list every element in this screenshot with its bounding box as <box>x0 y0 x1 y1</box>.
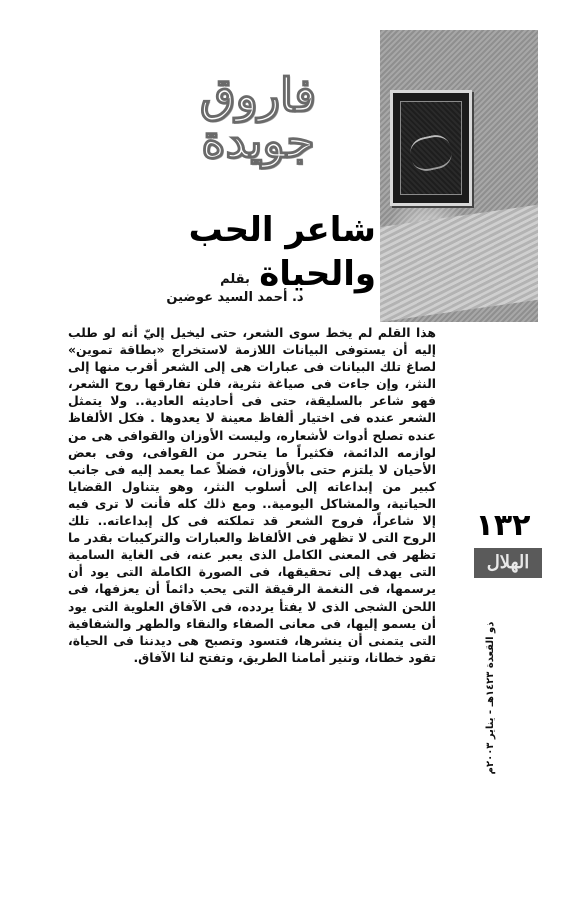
poet-photo <box>380 30 538 322</box>
framed-calligraphy <box>390 90 472 206</box>
byline-name: د. أحمد السيد عوضين <box>166 290 304 305</box>
magazine-logo: الهلال <box>474 548 542 578</box>
body-paragraph: هذا القلم لم يخط سوى الشعر، حتى ليخيل إليّ أنه لو طلب إليه أن يستوفى البيانات اللازمة لاستخراج «بطاقة تموين» لصاغ تلك البيانات فى عبارات هى إلى الشعر أقرب منها إلى النثر، وإن جاءت فى صياغة نثرية، فلن تفارقها روح الشعر، فهو شاعر بالسليقة، حتى فى أحاديثه العادية.. ولا يتمثل الشعر عنده فى اختيار ألفاظ معينة لا يعدوها . فكل الألفاظ عنده تصلح أدوات لأشعاره، وليست الأوزان والقوافى هى من لوازمه الدائمة، فكثيراً ما يتحرر من القوافى، وفى بعض الأحيان لا يلتزم حتى بالأوزان، فضلاً عما يعمد إليه فى جانب كبير من إبداعاته إلى أسلوب النثر، وهو يتناول القضايا الحياتية، والمشاكل اليومية.. ومع ذلك كله فأنت لا ترى فيه إلا شاعراً، فروح الشعر قد تملكته فى كل إبداعاته.. تلك الروح التى لا تظهر فى الألفاظ والعبارات والتركيبات بقدر ما تظهر فى المعنى الكامل الذى يعبر عنه، فى الغاية السامية التى يهدف إلى تحقيقها، فى الصورة الكاملة التى يود أن يرسمها، فى النغمة الرقيقة التى يحب دائماً أن يعزفها، فى اللحن الشجى الذى لا يفتأ يردده، فى الآفاق العلوية التى يود أن يسمو إليها، فى معانى الصفاء والنقاء والطهر والشفافية التى يتمنى أن ينشرها، فتسود وتصبح هى ديدننا فى الحياة، تقود خطانا، وتنير أمامنا الطريق، وتفتح لنا الآفاق. <box>68 325 436 665</box>
byline-label: بقلم <box>220 272 250 287</box>
issue-date: ذو القعدة ١٤٢٣هـ - يناير ٢٠٠٣م <box>485 621 496 775</box>
article-body <box>68 324 436 666</box>
author-name: فاروق جويدة <box>199 68 317 168</box>
article-title: شاعر الحب والحياة <box>188 210 376 294</box>
page-number: ١٣٢ <box>475 508 531 543</box>
open-book <box>380 205 538 322</box>
